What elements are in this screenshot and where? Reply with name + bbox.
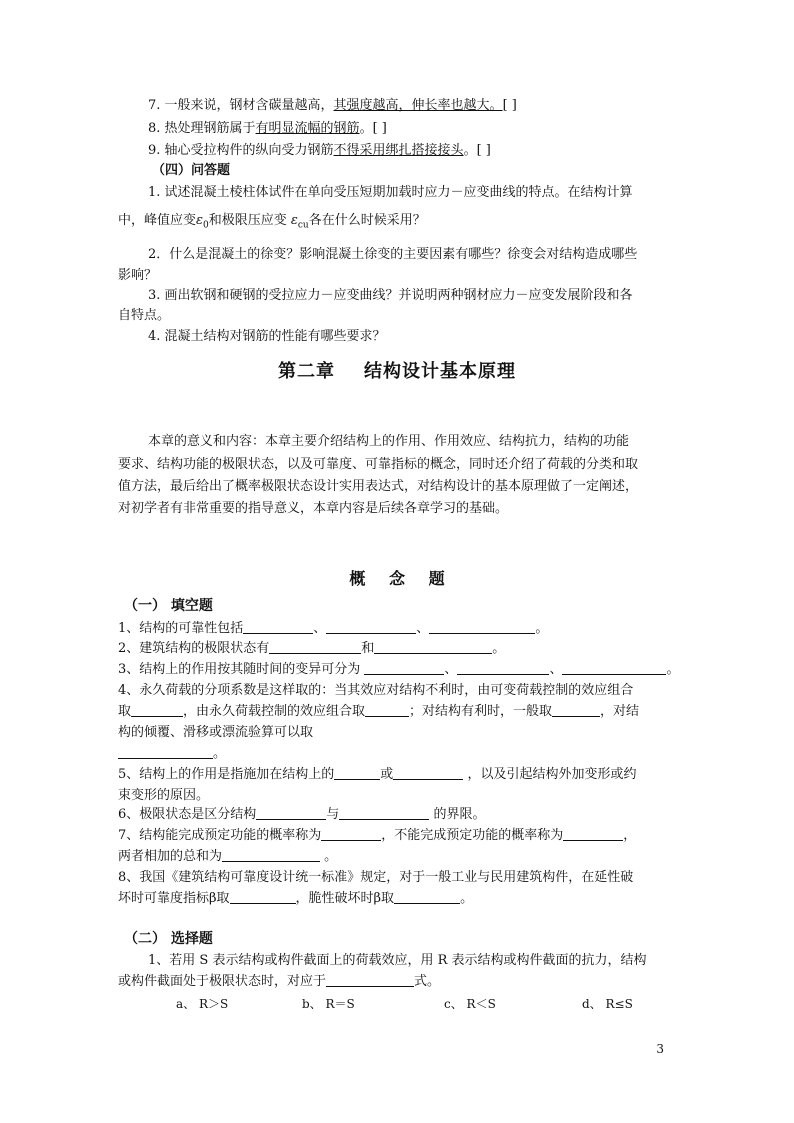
fill-8-line-1: 8、我国《建筑结构可靠度设计统一标准》规定，对于一般工业与民用建筑构件，在延性破 (118, 870, 634, 885)
fill-6-blank-2[interactable] (339, 806, 429, 820)
option-c[interactable]: c、 R＜S (444, 997, 496, 1011)
epsilon-cu-symbol: ε (290, 213, 298, 228)
fill-3-sep-1: 、 (444, 662, 458, 677)
qa-heading: （四）问答题 (152, 163, 231, 178)
fill-5-blank-1[interactable] (334, 766, 380, 780)
fill-4-blank-3[interactable] (552, 703, 600, 717)
fill-8-period: 。 (460, 891, 474, 906)
fill-2-blank-2[interactable] (374, 640, 492, 654)
fill-5-or: 或 (380, 767, 394, 782)
fill-1-blank-1[interactable] (243, 620, 313, 634)
qa-3-line-1: 3. 画出软钢和硬钢的受拉应力－应变曲线？并说明两种钢材应力－应变发展阶段和各 (148, 288, 633, 303)
option-b[interactable]: b、 R＝S (302, 997, 355, 1011)
fill-1-sep-1: 、 (313, 621, 327, 636)
fill-3-blank-1[interactable] (364, 661, 444, 675)
fill-5-line-2: 束变形的原因。 (118, 788, 210, 803)
judge-item-8 (148, 120, 387, 138)
chapter-title: 第二章 结构设计基本原理 (277, 361, 517, 382)
fill-3-text: 3、结构上的作用按其随时间的变异可分为 (118, 662, 361, 677)
judge-8-bracket: 。[ ] (359, 121, 387, 136)
fill-item-2 (118, 640, 505, 658)
fill-3-blank-2[interactable] (457, 661, 549, 675)
fill-5-text-a: 5、结构上的作用是指施加在结构上的 (118, 767, 335, 782)
fill-7-line-2 (118, 848, 337, 866)
choice-1-line-2 (118, 973, 440, 991)
fill-4-blank-1[interactable] (131, 703, 183, 717)
fill-4-line-2 (118, 703, 639, 721)
qa-2-line-2: 影响？ (118, 268, 158, 283)
fill-6-text-a: 6、极限状态是区分结构 (118, 807, 257, 822)
judge-item-7 (148, 97, 517, 115)
judge-8-underlined: 有明显流幅的钢筋 (255, 121, 360, 136)
qa-1-line-2 (118, 212, 426, 235)
concept-section-title: 概 念 题 (349, 569, 445, 588)
option-d[interactable]: d、 R≤S (582, 997, 633, 1011)
judge-9-bracket: 。[ ] (463, 143, 491, 158)
fill-item-6 (118, 806, 485, 824)
judge-item-9 (148, 142, 491, 160)
judge-7-text: 7. 一般来说，钢材含碳量越高， (148, 98, 334, 113)
qa-3-line-2: 自特点。 (118, 308, 171, 323)
fill-2-and: 和 (361, 641, 375, 656)
fill-1-period: 。 (535, 621, 549, 636)
judge-7-bracket: [ ] (502, 98, 517, 113)
fill-1-sep-2: 、 (416, 621, 430, 636)
judge-9-underlined: 不得采用绑扎搭接接头 (333, 143, 464, 158)
fill-7-blank-2[interactable] (563, 827, 623, 841)
choice-1-text-a: 或构件截面处于极限状态时，对应于 (118, 974, 327, 989)
fill-3-sep-2: 、 (549, 662, 563, 677)
epsilon-cu-subscript: cu (297, 220, 309, 231)
fill-7-comma: ， (623, 828, 637, 843)
fill-7-text-c: 两者相加的总和为 (118, 849, 223, 864)
fill-4-text-a: 取 (118, 704, 132, 719)
page-number: 3 (656, 1042, 664, 1056)
fill-1-blank-2[interactable] (326, 620, 416, 634)
fill-7-text-b: ，不能完成预定功能的概率称为 (381, 828, 564, 843)
fill-2-text: 2、建筑结构的极限状态有 (118, 641, 270, 656)
fill-1-blank-3[interactable] (429, 620, 535, 634)
fill-3-blank-3[interactable] (562, 661, 666, 675)
fill-7-period: 。 (324, 849, 338, 864)
fill-item-3 (118, 661, 679, 679)
qa-1-text-a: 中，峰值应变 (118, 213, 197, 228)
fill-6-and: 与 (326, 807, 340, 822)
qa-1-text-b: 和极限压应变 (208, 213, 287, 228)
fill-3-period: 。 (666, 662, 680, 677)
fill-4-text-d: ，对结 (600, 704, 640, 719)
fill-7-text-a: 7、结构能完成预定功能的概率称为 (118, 828, 322, 843)
fill-8-text-a: 坏时可靠度指标β取 (118, 891, 230, 906)
fill-8-text-b: ，脆性破坏时β取 (295, 891, 395, 906)
choice-1-blank[interactable] (326, 973, 414, 987)
choice-heading: （二） 选择题 (124, 931, 213, 947)
fill-4-blank-2[interactable] (365, 703, 409, 717)
fill-5-text-b: ，以及引起结构外加变形或约 (467, 767, 637, 782)
choice-1-line-1: 1、若用 S 表示结构或构件截面上的荷载效应，用 R 表示结构或构件截面的抗力，结构 (148, 953, 647, 968)
fill-7-blank-1[interactable] (321, 827, 381, 841)
fill-4-text-b: ，由永久荷载控制的效应组合取 (183, 704, 366, 719)
judge-8-text: 8. 热处理钢筋属于 (148, 121, 256, 136)
fill-2-period: 。 (492, 641, 506, 656)
option-a[interactable]: a、 R＞S (176, 997, 229, 1011)
intro-line-3: 值方法，最后给出了概率极限状态设计实用表达式，对结构设计的基本原理做了一定阐述， (118, 479, 639, 494)
intro-line-2: 要求、结构功能的极限状态，以及可靠度、可靠指标的概念，同时还介绍了荷载的分类和取 (118, 457, 639, 472)
fill-6-text-b: 的界限。 (433, 807, 486, 822)
intro-line-1: 本章的意义和内容：本章主要介绍结构上的作用、作用效应、结构抗力，结构的功能 (148, 434, 630, 449)
fill-4-period: 。 (213, 746, 227, 761)
fill-4-text-c: ；对结构有利时，一般取 (409, 704, 553, 719)
fill-1-text: 1、结构的可靠性包括 (118, 621, 244, 636)
judge-9-text: 9. 轴心受拉构件的纵向受力钢筋 (148, 143, 334, 158)
judge-7-underlined: 其强度越高，伸长率也越大。 (333, 98, 503, 113)
fill-4-line-3: 构的倾覆、滑移或漂流验算可以取 (118, 725, 314, 740)
qa-2-line-1: 2．什么是混凝土的徐变？影响混凝土徐变的主要因素有哪些？徐变会对结构造成哪些 (148, 247, 638, 262)
fill-4-blank-4[interactable] (118, 745, 213, 759)
fill-8-blank-1[interactable] (230, 890, 296, 904)
fill-2-blank-1[interactable] (269, 640, 361, 654)
fill-5-blank-2[interactable] (393, 766, 463, 780)
fill-7-blank-3[interactable] (222, 848, 320, 862)
fill-6-blank-1[interactable] (256, 806, 326, 820)
fill-item-1 (118, 620, 548, 638)
fill-4-line-1: 4、永久荷载的分项系数是这样取的：当其效应对结构不利时，由可变荷载控制的效应组合 (118, 683, 634, 698)
epsilon-0-symbol: ε (196, 213, 203, 228)
fill-4-line-4 (118, 745, 226, 763)
intro-line-4: 对初学者有非常重要的指导意义，本章内容是后续各章学习的基础。 (118, 501, 509, 516)
qa-1-text-c: 各在什么时候采用？ (308, 213, 426, 228)
fill-8-blank-2[interactable] (394, 890, 460, 904)
fill-7-line-1 (118, 827, 636, 845)
fill-5-line-1 (118, 766, 636, 784)
fill-8-line-2 (118, 890, 473, 908)
qa-4: 4. 混凝土结构对钢筋的性能有哪些要求？ (148, 329, 386, 344)
qa-1-line-1: 1. 试述混凝土棱柱体试件在单向受压短期加载时应力－应变曲线的特点。在结构计算 (148, 185, 633, 200)
fill-heading: （一） 填空题 (124, 598, 213, 614)
choice-1-text-b: 式。 (414, 974, 441, 989)
epsilon-0-subscript: 0 (203, 220, 209, 231)
